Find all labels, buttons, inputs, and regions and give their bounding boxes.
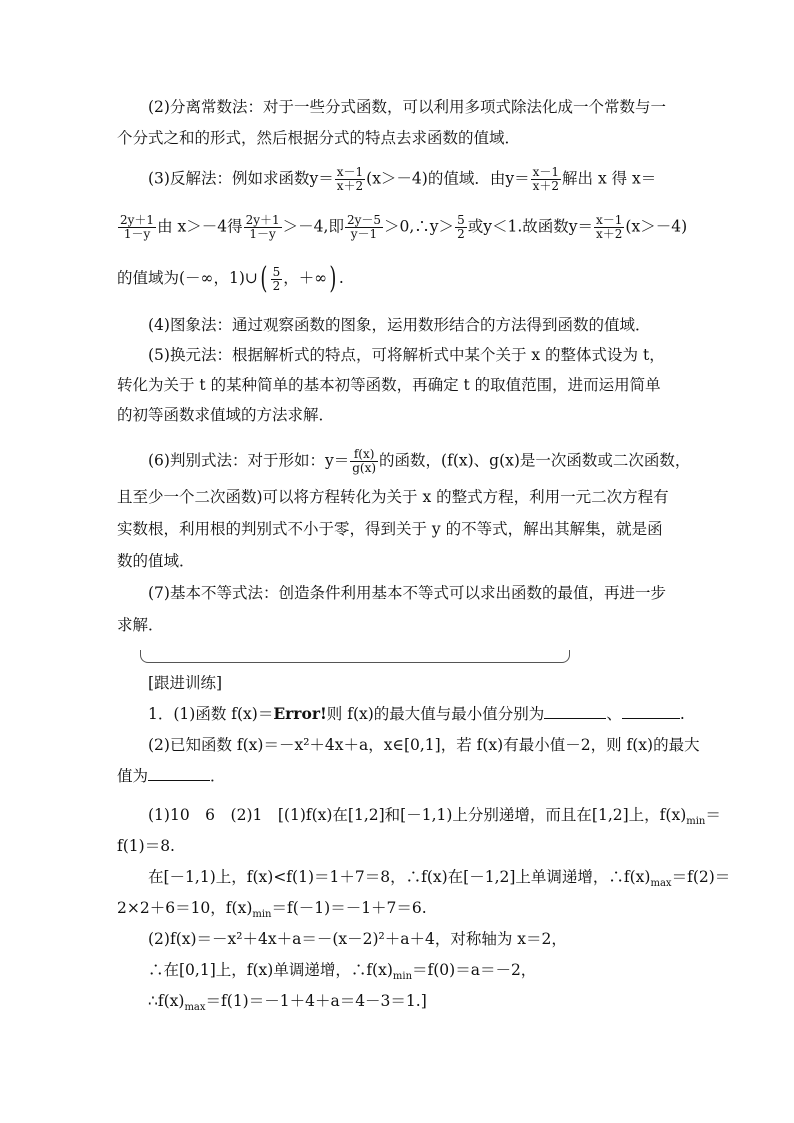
fraction-denominator: x＋2: [596, 227, 623, 241]
p3-text-h: (x＞－4): [625, 217, 688, 236]
fraction-numerator: 2y＋1: [120, 213, 155, 227]
paragraph-2-line-1: (2)分离常数法：对于一些分式函数，可以利用多项式除法化成一个常数与一: [148, 98, 666, 116]
answer-blank-2: [622, 704, 680, 719]
fraction-7: [594, 214, 624, 241]
fraction-numerator: 2y－5: [346, 213, 382, 227]
answer-text: ＝f(1)＝－1＋4＋a＝4－3＝1.]: [205, 992, 427, 1010]
paragraph-3-line-2: [117, 214, 687, 241]
paragraph-5-line-3: 的初等函数求值域的方法求解．: [117, 406, 335, 424]
min-subscript: min: [392, 971, 413, 983]
p3-text-i: 的值域为(－∞，1)∪: [117, 269, 258, 287]
paragraph-5-line-2: 转化为关于 t 的某种简单的基本初等函数，再确定 t 的取值范围，进而运用简单: [117, 376, 661, 394]
fraction-6: [455, 214, 467, 241]
p3-text-a: (3)反解法：例如求函数: [148, 169, 310, 188]
answer-text: ∴在[0,1]上，f(x)单调递增，∴f(x): [148, 961, 393, 979]
fraction-1: [335, 166, 365, 193]
error-text: Error!: [273, 704, 327, 723]
fraction-denominator: 2: [272, 278, 281, 293]
fraction-2: [531, 166, 561, 193]
answer-line-1: [148, 804, 721, 833]
period: .: [338, 269, 344, 287]
fraction-3: [118, 214, 156, 241]
y-equals-2: y＝: [505, 169, 530, 188]
paragraph-3-line-1: [148, 166, 656, 193]
question-1-line: [148, 703, 685, 725]
fraction-numerator: x－1: [532, 165, 560, 179]
left-paren: (: [260, 261, 268, 296]
fraction-numerator: 5: [272, 264, 281, 279]
p3-text-f: ＞0,∴y＞: [384, 217, 455, 236]
fraction-denominator: x＋2: [336, 179, 364, 193]
y-equals-3: y＝: [568, 217, 594, 236]
answer-line-5: (2)f(x)＝－x²＋4x＋a＝－(x－2)²＋a＋4，对称轴为 x＝2，: [148, 930, 567, 948]
p3-text-g: 或y＜1.故函数: [467, 217, 569, 236]
answer-line-7: [148, 990, 427, 1019]
p3-text-e: ＞－4,即: [282, 217, 344, 236]
fraction-denominator: y－1: [350, 227, 378, 241]
fraction-5: [345, 214, 383, 241]
p3-text-c: 解出 x 得 x＝: [562, 169, 657, 188]
paragraph-7-line-1: (7)基本不等式法：创造条件利用基本不等式可以求出函数的最值，再进一步: [148, 584, 666, 602]
answer-blank-3: [148, 766, 210, 781]
answer-line-4: [117, 897, 427, 926]
section-divider: [140, 650, 570, 663]
max-subscript: max: [184, 1002, 206, 1014]
question-2-line-2: [117, 765, 226, 787]
min-subscript: min: [686, 816, 706, 828]
right-paren: ): [329, 261, 337, 296]
domain-cond: (x＞－4): [366, 169, 428, 188]
answer-text: ∴f(x): [148, 992, 185, 1010]
answer-text: (1)10 6 (2)1 [(1)f(x)在[1,2]和[－1,1)上分别递增，而且在[1,2]上，f(x): [148, 806, 687, 824]
answer-text: ＝f(0)＝a＝－2，: [412, 961, 537, 979]
practice-heading: [跟进训练]: [148, 674, 223, 692]
fraction-denominator: 1－y: [123, 227, 151, 241]
paragraph-4: (4)图象法：通过观察函数的图象，运用数形结合的方法得到函数的值域．: [148, 316, 651, 334]
fraction-denominator: 2: [457, 227, 465, 241]
fraction-numerator: x－1: [336, 165, 364, 179]
question-2-line-1: (2)已知函数 f(x)＝－x²＋4x＋a，x∈[0,1]，若 f(x)有最小值－2，则 f(x)的最大: [148, 736, 700, 754]
answer-line-3: [148, 866, 730, 895]
q1-text-a: 1．(1)函数 f(x)＝: [148, 705, 274, 723]
q2-end: ．: [210, 767, 226, 785]
paragraph-6-line-1: [148, 448, 690, 475]
fraction-denominator: x＋2: [532, 179, 560, 193]
comma: ，: [283, 269, 299, 287]
fraction-4: [244, 214, 282, 241]
answer-line-2: f(1)＝8.: [117, 837, 175, 855]
y-equals: y＝: [309, 169, 334, 188]
answer-line-6: [148, 959, 536, 988]
min-subscript: min: [252, 909, 272, 921]
paragraph-6-line-4: 数的值域．: [117, 552, 195, 570]
p3-text-b: 的值域．由: [427, 169, 506, 188]
answer-text: 2×2＋6＝10，f(x): [117, 899, 253, 917]
fraction-9: [350, 448, 378, 475]
fraction-numerator: f(x): [350, 448, 378, 462]
p6-text-b: 的函数，(f(x)、g(x)是一次函数或二次函数，: [379, 451, 691, 470]
answer-text: ＝f(－1)＝－1＋7＝6.: [271, 899, 427, 917]
paragraph-6-line-3: 实数根，利用根的判别式不小于零，得到关于 y 的不等式，解出其解集，就是函: [117, 520, 663, 538]
paragraph-6-line-2: 且至少一个二次函数)可以将方程转化为关于 x 的整式方程，利用一元二次方程有: [117, 488, 669, 506]
paragraph-7-line-2: 求解．: [117, 616, 164, 634]
fraction-numerator: x－1: [596, 213, 623, 227]
paragraph-2-line-2: 个分式之和的形式，然后根据分式的特点去求函数的值域．: [117, 129, 521, 147]
fraction-numerator: 2y＋1: [245, 213, 280, 227]
q1-end: .: [679, 705, 685, 723]
q2-text: 值为: [117, 767, 149, 785]
p3-text-d: 由 x＞－4得: [157, 217, 243, 236]
paragraph-3-line-3: [117, 261, 344, 296]
q1-separator: 、: [606, 705, 622, 723]
fraction-numerator: 5: [457, 213, 465, 227]
fraction-8: [271, 266, 283, 293]
q1-text-b: 则 f(x)的最大值与最小值分别为: [326, 705, 545, 723]
p3-text-j: ＋∞: [298, 269, 328, 287]
answer-text: 在[－1,1)上，f(x)<f(1)＝1＋7＝8，∴f(x)在[－1,2]上单调递增，∴f(x): [148, 868, 651, 886]
answer-blank-1: [544, 704, 606, 719]
fraction-denominator: 1－y: [249, 227, 276, 241]
y-equals-4: y＝: [324, 451, 350, 470]
paragraph-5-line-1: (5)换元法：根据解析式的特点，可将解析式中某个关于 x 的整体式设为 t，: [148, 346, 665, 364]
p6-text-a: (6)判别式法：对于形如：: [148, 451, 325, 470]
answer-text: ＝f(2)＝: [671, 868, 731, 886]
max-subscript: max: [650, 878, 672, 890]
fraction-denominator: g(x): [352, 461, 377, 475]
answer-text: ＝: [705, 806, 721, 824]
